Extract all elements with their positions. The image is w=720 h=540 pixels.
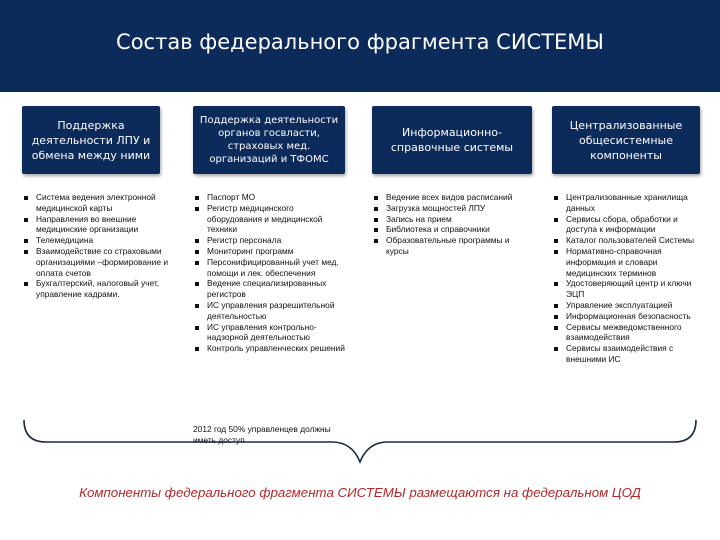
list-item: Бухгалтерский, налоговый учет, управление кадрами. bbox=[22, 278, 172, 300]
column-header-lpu bbox=[22, 106, 160, 174]
list-item: Телемедицина bbox=[22, 235, 172, 246]
column-header-central-label: Централизованные общесистемные компоненты bbox=[569, 118, 683, 162]
list-item: Загрузка мощностей ЛПУ bbox=[372, 203, 524, 214]
list-item: Информационная безопасность bbox=[552, 311, 700, 322]
column-list-gov bbox=[193, 192, 345, 354]
list-item: Удостоверяющий центр и ключи ЭЦП bbox=[552, 278, 700, 300]
list-item: Каталог пользователей Системы bbox=[552, 235, 700, 246]
list-item: ИС управления разрешительной деятельностью bbox=[193, 300, 345, 322]
list-item: Сервисы межведомственного взаимодействия bbox=[552, 322, 700, 344]
list-item: Управление эксплуатацией bbox=[552, 300, 700, 311]
column-list-info bbox=[372, 192, 524, 257]
column-header-lpu-label: Поддержка деятельности ЛПУ и обмена между ними bbox=[31, 118, 151, 162]
column-note-gov: 2012 год 50% управленцев должны иметь доступ bbox=[193, 424, 331, 445]
column-list-lpu bbox=[22, 192, 172, 300]
slide-title: Состав федерального фрагмента СИСТЕМЫ bbox=[116, 30, 604, 54]
list-item: Паспорт МО bbox=[193, 192, 345, 203]
list-item: Централизованные хранилища данных bbox=[552, 192, 700, 214]
list-item: Взаимодействие со страховыми организациями –формирование и оплата счетов bbox=[22, 246, 172, 278]
column-header-info-label: Информационно-справочные системы bbox=[390, 126, 514, 154]
list-item: Мониторинг программ bbox=[193, 246, 345, 257]
grouping-brace bbox=[22, 418, 698, 468]
list-item: Контроль управленческих решений bbox=[193, 343, 345, 354]
list-item: Персонифицированный учет мед. помощи и лек. обеспечения bbox=[193, 257, 345, 279]
brace-path bbox=[24, 420, 696, 462]
list-item: Ведение всех видов расписаний bbox=[372, 192, 524, 203]
list-item: Образовательные программы и курсы bbox=[372, 235, 524, 257]
list-item: Нормативно-справочная информация и словари медицинских терминов bbox=[552, 246, 700, 278]
list-item: Ведение специализированных регистров bbox=[193, 278, 345, 300]
list-item: Библиотека и справочники bbox=[372, 224, 524, 235]
column-header-info bbox=[372, 106, 532, 174]
list-item: Система ведения электронной медицинской карты bbox=[22, 192, 172, 214]
list-item: Регистр медицинского оборудования и медицинской техники bbox=[193, 203, 345, 235]
list-item: Регистр персонала bbox=[193, 235, 345, 246]
footer-caption: Компоненты федерального фрагмента СИСТЕМЫ размещаются на федеральном ЦОД bbox=[79, 485, 641, 500]
list-item: Запись на прием bbox=[372, 214, 524, 225]
column-header-central bbox=[552, 106, 700, 174]
list-item: Направления во внешние медицинские организации bbox=[22, 214, 172, 236]
column-header-gov-label: Поддержка деятельности органов госвласти, страховых мед. организаций и ТФОМС bbox=[199, 115, 339, 165]
list-item: Сервисы взаимодействия с внешними ИС bbox=[552, 343, 700, 365]
list-item: ИС управления контрольно-надзорной деятельностью bbox=[193, 322, 345, 344]
list-item: Сервисы сбора, обработки и доступа к информации bbox=[552, 214, 700, 236]
column-header-gov bbox=[193, 106, 345, 174]
column-list-central bbox=[552, 192, 700, 365]
